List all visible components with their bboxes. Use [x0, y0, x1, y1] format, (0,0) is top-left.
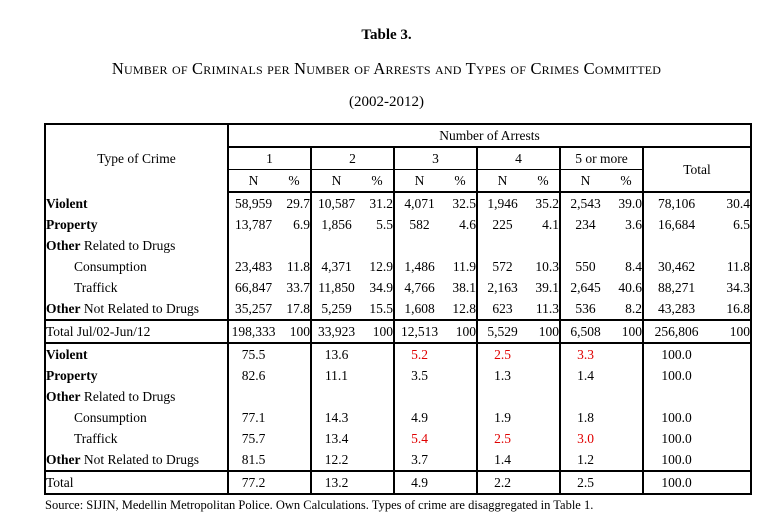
table-subtitle: Number of Criminals per Number of Arrests and Types of Crimes Committed	[111, 59, 662, 78]
spacer-cell	[709, 365, 751, 386]
count-cell	[394, 235, 444, 256]
percent-cell: 40.6	[618, 280, 642, 295]
spacer-cell	[361, 365, 394, 386]
count-cell: 2,645	[560, 277, 610, 298]
row-label: Traffick	[45, 277, 228, 298]
count-cell: 16,684	[643, 214, 709, 235]
count-cell: 198,333	[228, 320, 278, 343]
count-cell: 4,766	[394, 277, 444, 298]
count-cell: 4,371	[311, 256, 361, 277]
share-cell: 2.5	[477, 343, 527, 365]
count-cell: 11,850	[311, 277, 361, 298]
percent-cell: 11.9	[452, 259, 476, 274]
row-label: Other Related to Drugs	[45, 235, 228, 256]
percent-cell: 39.0	[618, 196, 642, 211]
percent-cell	[444, 235, 477, 256]
spacer-cell	[361, 343, 394, 365]
count-cell	[228, 235, 278, 256]
row-label: Traffick	[45, 428, 228, 449]
spacer-cell	[527, 428, 560, 449]
share-cell: 2.2	[477, 471, 527, 494]
share-cell: 82.6	[228, 365, 278, 386]
share-cell: 5.4	[394, 428, 444, 449]
share-cell: 13.6	[311, 343, 361, 365]
share-cell: 4.9	[394, 471, 444, 494]
percent-cell: 29.7	[286, 196, 310, 211]
spacer-cell	[361, 449, 394, 471]
percent-cell: 100	[527, 320, 560, 343]
table-row	[45, 449, 751, 471]
crime-arrests-table	[44, 123, 752, 495]
spacer-cell	[361, 471, 394, 494]
share-cell: 1.4	[560, 365, 610, 386]
share-cell	[560, 386, 610, 407]
count-cell: 6,508	[560, 320, 610, 343]
spacer-cell	[444, 386, 477, 407]
percent-cell: 100	[444, 320, 477, 343]
table-row	[45, 320, 751, 343]
count-cell: 1,856	[311, 214, 361, 235]
share-cell	[228, 386, 278, 407]
percent-cell: 5.5	[376, 217, 393, 232]
count-cell: 225	[477, 214, 527, 235]
n-subheader: N	[560, 170, 610, 193]
share-cell: 77.2	[228, 471, 278, 494]
count-cell: 2,163	[477, 277, 527, 298]
percent-cell: 11.3	[535, 301, 559, 316]
row-label: Violent	[45, 192, 228, 214]
share-cell: 2.5	[477, 428, 527, 449]
count-cell	[643, 235, 709, 256]
spacer-cell	[709, 449, 751, 471]
percent-cell: 6.9	[293, 217, 310, 232]
share-cell: 1.3	[477, 365, 527, 386]
percent-cell: 33.7	[286, 280, 310, 295]
arrest-count-header: 5 or more	[560, 147, 643, 170]
count-cell: 2,543	[560, 192, 610, 214]
row-label: Other Related to Drugs	[45, 386, 228, 407]
count-cell: 33,923	[311, 320, 361, 343]
count-cell: 536	[560, 298, 610, 320]
share-cell: 77.1	[228, 407, 278, 428]
count-cell: 623	[477, 298, 527, 320]
table-row	[45, 192, 751, 214]
count-cell: 1,608	[394, 298, 444, 320]
share-cell: 13.2	[311, 471, 361, 494]
share-cell: 12.2	[311, 449, 361, 471]
table-row	[45, 214, 751, 235]
count-cell: 550	[560, 256, 610, 277]
spacer-cell	[527, 449, 560, 471]
count-cell: 30,462	[643, 256, 709, 277]
percent-cell	[527, 235, 560, 256]
spacer-cell	[278, 407, 311, 428]
count-cell: 5,529	[477, 320, 527, 343]
n-subheader: N	[394, 170, 444, 193]
count-cell: 12,513	[394, 320, 444, 343]
share-cell: 3.7	[394, 449, 444, 471]
count-cell: 35,257	[228, 298, 278, 320]
row-label: Other Not Related to Drugs	[45, 298, 228, 320]
percent-cell: 34.9	[369, 280, 393, 295]
count-cell: 23,483	[228, 256, 278, 277]
arrest-count-header: 4	[477, 147, 560, 170]
spacer-cell	[610, 471, 643, 494]
percent-cell: 30.4	[726, 196, 750, 211]
percent-cell: 38.1	[452, 280, 476, 295]
percent-cell: 10.3	[535, 259, 559, 274]
percent-cell: 32.5	[452, 196, 476, 211]
table-row	[45, 235, 751, 256]
spacer-cell	[278, 471, 311, 494]
percent-cell: 15.5	[369, 301, 393, 316]
row-label: Total Jul/02-Jun/12	[45, 320, 228, 343]
spacer-cell	[444, 343, 477, 365]
share-cell: 13.4	[311, 428, 361, 449]
percent-cell: 12.8	[452, 301, 476, 316]
count-cell: 256,806	[643, 320, 709, 343]
share-cell	[643, 386, 709, 407]
spacer-cell	[610, 365, 643, 386]
table-row	[45, 471, 751, 494]
share-cell: 1.4	[477, 449, 527, 471]
percent-cell: 100	[361, 320, 394, 343]
percent-cell: 100	[610, 320, 643, 343]
spacer-cell	[527, 365, 560, 386]
share-cell: 100.0	[643, 449, 709, 471]
count-cell: 1,486	[394, 256, 444, 277]
spacer-cell	[709, 386, 751, 407]
share-cell: 2.5	[560, 471, 610, 494]
row-label: Consumption	[45, 256, 228, 277]
pct-subheader: %	[278, 170, 311, 193]
share-cell	[394, 386, 444, 407]
source-note: Source: SIJIN, Medellin Metropolitan Police. Own Calculations. Types of crime are disaggregated in Table 1.	[45, 498, 594, 512]
count-cell: 1,946	[477, 192, 527, 214]
percent-cell	[610, 235, 643, 256]
pct-subheader: %	[361, 170, 394, 193]
share-cell	[311, 386, 361, 407]
spacer-cell	[444, 471, 477, 494]
share-cell: 3.3	[560, 343, 610, 365]
table-row	[45, 386, 751, 407]
spacer-cell	[527, 386, 560, 407]
n-subheader: N	[311, 170, 361, 193]
corner-header: Type of Crime	[45, 124, 228, 192]
spacer-cell	[361, 428, 394, 449]
percent-cell: 12.9	[369, 259, 393, 274]
spacer-cell	[278, 428, 311, 449]
count-cell: 13,787	[228, 214, 278, 235]
row-label: Consumption	[45, 407, 228, 428]
count-cell: 58,959	[228, 192, 278, 214]
pct-subheader: %	[610, 170, 643, 193]
share-cell: 75.5	[228, 343, 278, 365]
count-cell: 5,259	[311, 298, 361, 320]
arrest-count-header: 2	[311, 147, 394, 170]
count-cell: 572	[477, 256, 527, 277]
percent-cell: 34.3	[726, 280, 750, 295]
spacer-cell	[278, 343, 311, 365]
percent-cell: 16.8	[726, 301, 750, 316]
spacer-cell	[610, 449, 643, 471]
percent-cell: 8.2	[625, 301, 642, 316]
row-label: Violent	[45, 343, 228, 365]
count-cell: 582	[394, 214, 444, 235]
share-cell: 81.5	[228, 449, 278, 471]
percent-cell: 8.4	[625, 259, 642, 274]
percent-cell: 6.5	[733, 217, 750, 232]
count-cell	[560, 235, 610, 256]
count-cell: 78,106	[643, 192, 709, 214]
spacer-cell	[444, 407, 477, 428]
share-cell: 4.9	[394, 407, 444, 428]
table-row	[45, 428, 751, 449]
share-cell: 100.0	[643, 343, 709, 365]
share-cell: 5.2	[394, 343, 444, 365]
count-cell	[311, 235, 361, 256]
spacer-cell	[278, 365, 311, 386]
spacer-cell	[709, 407, 751, 428]
spacer-cell	[610, 428, 643, 449]
share-cell: 3.5	[394, 365, 444, 386]
share-cell: 100.0	[643, 365, 709, 386]
spacer-cell	[527, 343, 560, 365]
percent-cell: 17.8	[286, 301, 310, 316]
share-cell: 100.0	[643, 407, 709, 428]
share-cell: 1.8	[560, 407, 610, 428]
share-cell: 100.0	[643, 428, 709, 449]
table-row	[45, 365, 751, 386]
count-cell: 234	[560, 214, 610, 235]
spacer-cell	[709, 343, 751, 365]
arrest-count-header: 3	[394, 147, 477, 170]
percent-cell	[709, 235, 751, 256]
table-title: Table 3.	[361, 27, 412, 43]
share-cell: 1.9	[477, 407, 527, 428]
table-row	[45, 343, 751, 365]
spacer-cell	[709, 428, 751, 449]
spacer-cell	[278, 449, 311, 471]
table-row	[45, 407, 751, 428]
row-label: Total	[45, 471, 228, 494]
percent-cell	[278, 235, 311, 256]
percent-cell	[361, 235, 394, 256]
spacer-cell	[444, 428, 477, 449]
pct-subheader: %	[527, 170, 560, 193]
row-label: Other Not Related to Drugs	[45, 449, 228, 471]
percent-cell: 4.1	[542, 217, 559, 232]
spacer-cell	[610, 343, 643, 365]
percent-cell: 100	[278, 320, 311, 343]
row-label: Property	[45, 214, 228, 235]
count-cell: 10,587	[311, 192, 361, 214]
percent-cell: 3.6	[625, 217, 642, 232]
count-cell: 43,283	[643, 298, 709, 320]
percent-cell: 100	[709, 320, 751, 343]
percent-cell: 39.1	[535, 280, 559, 295]
percent-cell: 11.8	[726, 259, 750, 274]
count-cell: 4,071	[394, 192, 444, 214]
count-cell	[477, 235, 527, 256]
row-label: Property	[45, 365, 228, 386]
total-header: Total	[643, 147, 751, 192]
arrest-count-header: 1	[228, 147, 311, 170]
percent-cell: 31.2	[369, 196, 393, 211]
share-cell: 75.7	[228, 428, 278, 449]
arrests-group-header: Number of Arrests	[228, 124, 751, 147]
share-cell: 3.0	[560, 428, 610, 449]
percent-cell: 11.8	[286, 259, 310, 274]
n-subheader: N	[228, 170, 278, 193]
percent-cell: 4.6	[459, 217, 476, 232]
spacer-cell	[527, 407, 560, 428]
count-cell: 66,847	[228, 277, 278, 298]
count-cell: 88,271	[643, 277, 709, 298]
spacer-cell	[278, 386, 311, 407]
n-subheader: N	[477, 170, 527, 193]
spacer-cell	[361, 386, 394, 407]
spacer-cell	[610, 386, 643, 407]
table-row	[45, 277, 751, 298]
share-cell: 1.2	[560, 449, 610, 471]
share-cell: 14.3	[311, 407, 361, 428]
percent-cell: 35.2	[535, 196, 559, 211]
spacer-cell	[709, 471, 751, 494]
pct-subheader: %	[444, 170, 477, 193]
spacer-cell	[527, 471, 560, 494]
share-cell: 100.0	[643, 471, 709, 494]
share-cell: 11.1	[311, 365, 361, 386]
table-period: (2002-2012)	[349, 94, 424, 110]
spacer-cell	[610, 407, 643, 428]
spacer-cell	[444, 365, 477, 386]
share-cell	[477, 386, 527, 407]
spacer-cell	[361, 407, 394, 428]
table-row	[45, 298, 751, 320]
spacer-cell	[444, 449, 477, 471]
table-row	[45, 256, 751, 277]
